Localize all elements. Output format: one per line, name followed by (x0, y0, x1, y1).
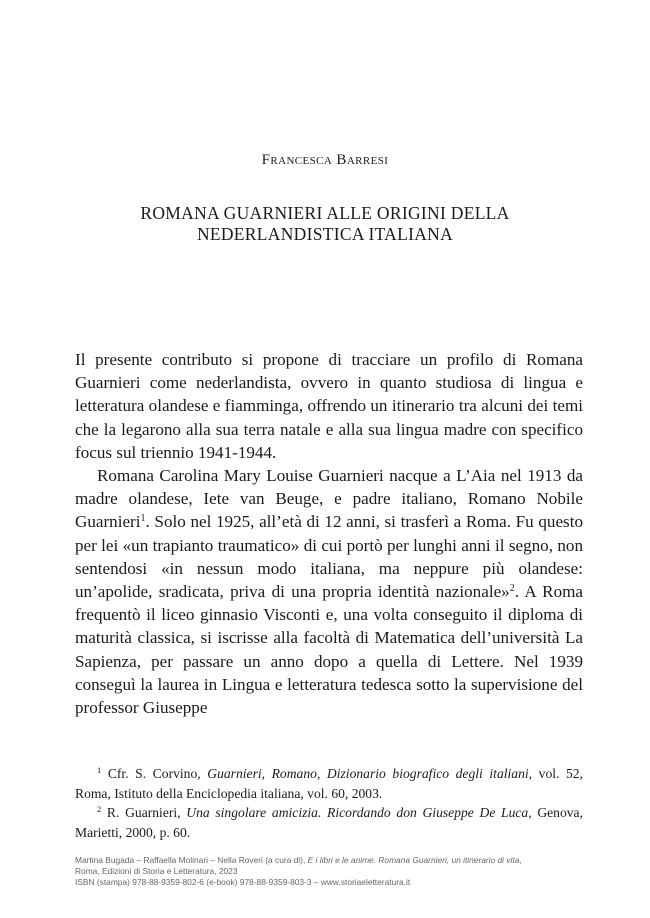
footer-editors: Martina Bugada – Raffaella Molinari – Nella Roveri (a cura di), (75, 855, 308, 865)
footer-isbn-line[interactable]: ISBN (stampa) 978-88-9359-802-6 (e-book) 978-88-9359-803-3 – www.storiaeletteratura.it (75, 877, 411, 888)
footnote-2-number: 2 (97, 804, 102, 814)
footnote-1-text-c: , vol. 52, Roma, Istituto della Enciclopedia italiana, vol. 60, 2003. (75, 766, 583, 801)
footnote-1-text-a: Cfr. S. Corvino, (101, 766, 208, 781)
author-name: Francesca Barresi (261, 152, 389, 168)
article-title-line-1: ROMANA GUARNIERI ALLE ORIGINI DELLA (140, 203, 510, 223)
article-title-line-2: NEDERLANDISTICA ITALIANA (196, 224, 454, 244)
footer-citation-line (75, 855, 595, 866)
body-paragraph-2 (75, 464, 583, 719)
publication-footer (75, 855, 595, 889)
footnote-2-book-title: Una singolare amicizia. Ricordando don Giuseppe De Luca (186, 805, 529, 820)
footnote-2-text-a: R. Guarnieri, (101, 805, 187, 820)
paragraph-2-text-b: . Solo nel 1925, all’età di 12 anni, si trasferì a Roma. Fu questo per lei «un trapianto traumatico» di cui portò per lunghi anni il segno, non sentendosi «in nessun modo italiana, ma neppure più olandese: un’apolide, sradicata, priva di una propria identità nazionale» (75, 512, 583, 602)
footer-publisher-line: Roma, Edizioni di Storia e Letteratura, 2023 (75, 866, 238, 877)
footnote-1-entry-title: Guarnieri, Romano (207, 766, 317, 781)
article-title (60, 203, 590, 245)
footnotes (75, 764, 583, 842)
footnote-2 (75, 803, 583, 842)
paragraph-2-text-a: Romana Carolina Mary Louise Guarnieri nacque a L’Aia nel 1913 da madre olandese, Iete van Beuge, e padre italiano, Romano Nobile Guarnieri (75, 466, 583, 532)
footnote-2-reference[interactable]: 2 (509, 583, 515, 595)
footer-book-title: E i libri e le anime. Romana Guarnieri, un itinerario di vita (307, 855, 520, 865)
footer-comma: , (519, 855, 522, 865)
paragraph-2-text-c: . A Roma frequentò il liceo ginnasio Visconti e, una volta conseguito il diploma di maturità classica, si iscrisse alla facoltà di Matematica dell’università La Sapienza, per passare un anno dopo a quella di Lettere. Nel 1939 conseguì la laurea in Lingua e letteratura tedesca sotto la supervisione del professor Giuseppe (75, 582, 583, 718)
footnote-1-text-b: , (316, 766, 327, 781)
footnote-2-text-b: , Genova, Marietti, 2000, p. 60. (75, 805, 583, 840)
footnote-1-reference[interactable]: 1 (140, 513, 146, 525)
footnote-1 (75, 764, 583, 803)
footnote-1-work-title: Dizionario biografico degli italiani (326, 766, 529, 781)
footnote-1-number: 1 (97, 765, 102, 775)
body-text (75, 348, 583, 719)
body-paragraph-1: Il presente contributo si propone di tracciare un profilo di Romana Guarnieri come nederlandista, ovvero in quanto studiosa di lingua e letteratura olandese e fiamminga, offrendo un itinerario tra alcuni dei temi che la legarono alla sua terra natale e alla sua lingua madre con specifico focus sul triennio 1941-1944. (75, 350, 583, 462)
